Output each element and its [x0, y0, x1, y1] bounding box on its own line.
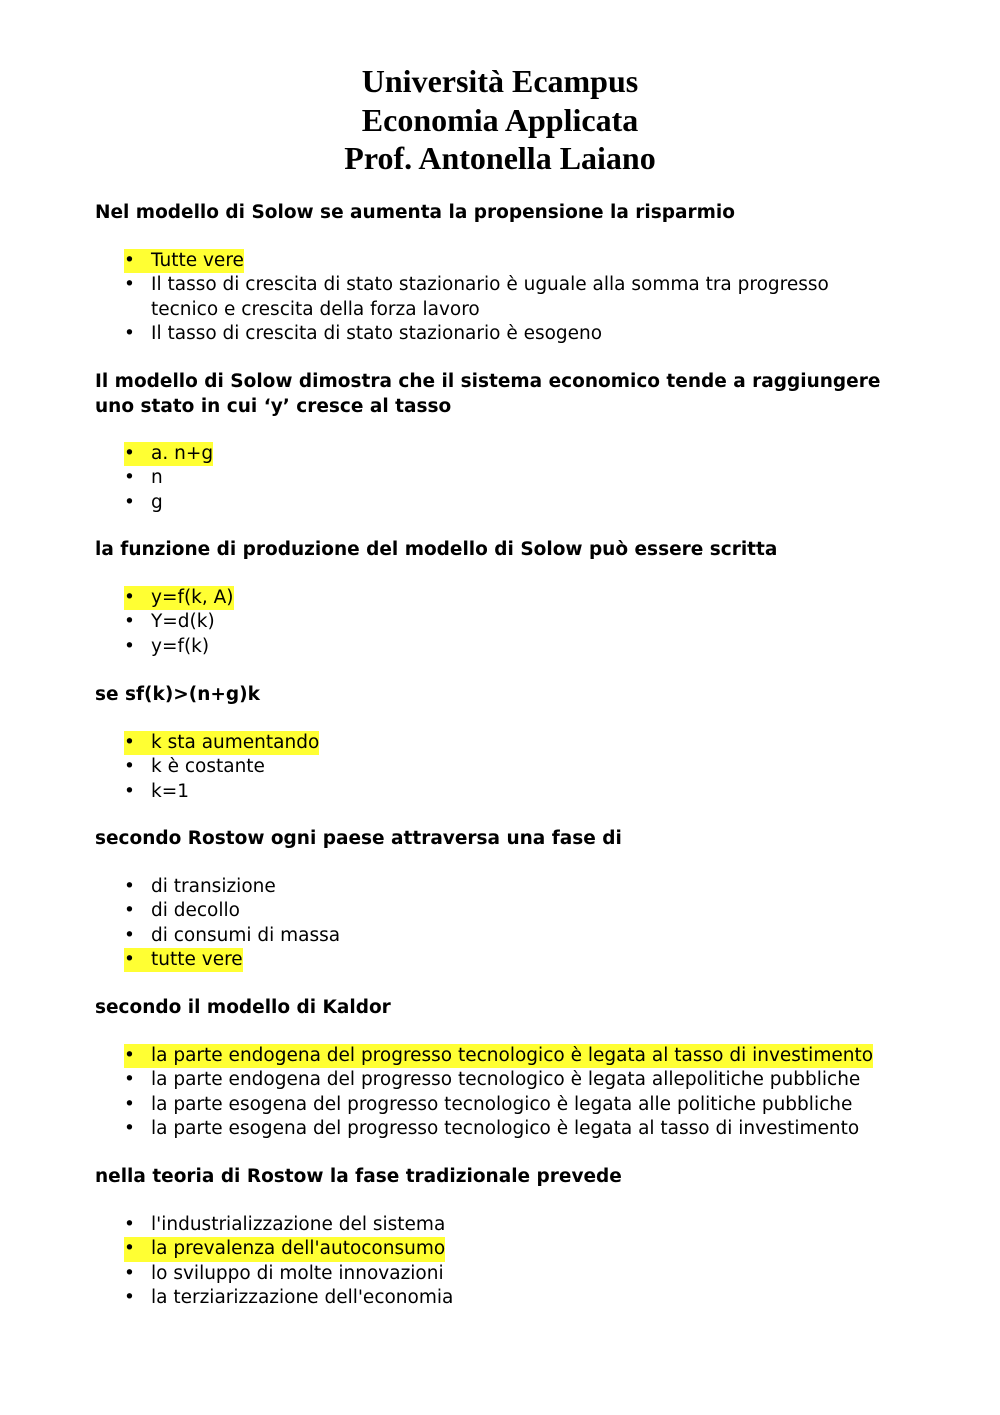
option-item: • tutte vere — [95, 948, 945, 972]
bullet-icon: • — [124, 1117, 135, 1139]
option-item: • la parte endogena del progresso tecnologico è legata al tasso di investimento — [95, 1044, 945, 1068]
option-item: • la parte endogena del progresso tecnologico è legata allepolitiche pubbliche — [95, 1068, 945, 1092]
bullet-icon: • — [124, 467, 135, 489]
question-4: se sf(k)>(n+g)k — [95, 684, 260, 705]
bullet-icon: • — [124, 1069, 135, 1091]
bullet-icon: • — [124, 274, 135, 296]
bullet-icon: • — [124, 322, 135, 344]
option-item: • k è costante — [95, 755, 945, 779]
option-item: • lo sviluppo di molte innovazioni — [95, 1262, 945, 1286]
bullet-icon: • — [124, 1262, 135, 1284]
question-3: la funzione di produzione del modello di Solow può essere scritta — [95, 539, 778, 560]
bullet-icon: • — [124, 491, 135, 513]
question-6: secondo il modello di Kaldor — [95, 997, 391, 1018]
bullet-icon: • — [124, 587, 135, 608]
option-item: • di decollo — [95, 899, 945, 923]
option-item: • Y=d(k) — [95, 610, 945, 634]
option-item: • di consumi di massa — [95, 924, 945, 948]
bullet-icon: • — [124, 1214, 135, 1235]
option-item: • y=f(k) — [95, 635, 945, 659]
option-item: • Il tasso di crescita di stato stazionario è esogeno — [95, 322, 945, 346]
bullet-icon: • — [124, 924, 135, 946]
question-1-options — [95, 249, 945, 346]
option-item: • Tutte vere — [95, 249, 945, 273]
question-3-options — [95, 586, 945, 659]
question-5-options — [95, 875, 945, 972]
bullet-icon: • — [124, 635, 135, 657]
bullet-icon: • — [124, 948, 135, 970]
bullet-icon: • — [124, 1238, 135, 1260]
question-6-options — [95, 1044, 945, 1141]
question-4-options — [95, 731, 945, 804]
bullet-icon: • — [124, 756, 135, 778]
option-item: • l'industrializzazione del sistema — [95, 1213, 945, 1237]
option-item: • Il tasso di crescita di stato stazionario è uguale alla somma tra progresso tecnico e crescita della forza lavoro — [124, 274, 829, 320]
option-item: • la parte esogena del progresso tecnologico è legata alle politiche pubbliche — [95, 1093, 945, 1117]
question-5: secondo Rostow ogni paese attraversa una fase di — [95, 828, 622, 849]
option-item: • k sta aumentando — [95, 731, 945, 755]
option-item: • a. n+g — [95, 442, 945, 466]
bullet-icon: • — [124, 876, 135, 897]
option-item: • y=f(k, A) — [95, 586, 945, 610]
option-item: • la terziarizzazione dell'economia — [95, 1286, 945, 1310]
bullet-icon: • — [124, 900, 135, 922]
option-item: • la parte esogena del progresso tecnologico è legata al tasso di investimento — [95, 1117, 945, 1141]
bullet-icon: • — [124, 611, 135, 633]
option-item: • g — [95, 491, 945, 515]
question-7: nella teoria di Rostow la fase tradizionale prevede — [95, 1166, 622, 1187]
question-2: Il modello di Solow dimostra che il sistema economico tende a raggiungere uno stato in cui ‘y’ cresce al tasso — [95, 371, 881, 417]
question-1: Nel modello di Solow se aumenta la propensione la risparmio — [95, 202, 735, 223]
bullet-icon: • — [124, 1286, 135, 1308]
question-7-options — [95, 1213, 945, 1310]
bullet-icon: • — [124, 250, 135, 271]
question-2-options — [95, 442, 945, 515]
option-item: • di transizione — [95, 875, 945, 899]
bullet-icon: • — [124, 443, 135, 464]
option-item: • k=1 — [95, 780, 945, 804]
university-name: Università Ecampus — [361, 63, 639, 99]
option-item: • la prevalenza dell'autoconsumo — [95, 1237, 945, 1261]
professor-name: Prof. Antonella Laiano — [344, 140, 656, 176]
bullet-icon: • — [124, 1045, 135, 1066]
bullet-icon: • — [124, 732, 135, 753]
option-item: • n — [95, 466, 945, 490]
course-name: Economia Applicata — [361, 101, 639, 138]
bullet-icon: • — [124, 1093, 135, 1115]
bullet-icon: • — [124, 780, 135, 802]
document-header — [0, 62, 1000, 178]
